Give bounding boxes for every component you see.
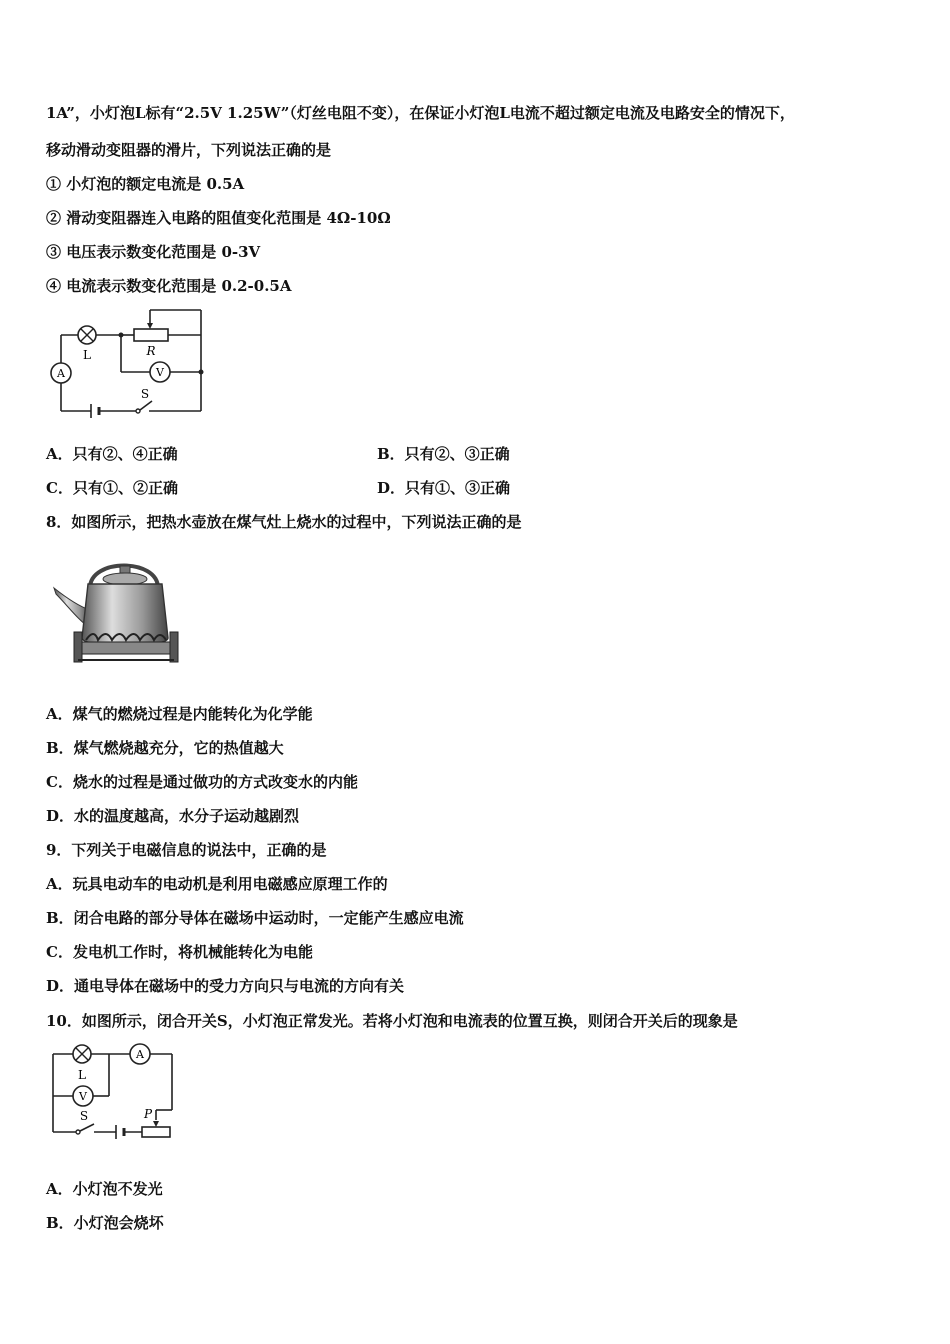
q7-junction-dot bbox=[199, 370, 204, 375]
q8-kettle-on-stove-image bbox=[50, 548, 185, 670]
q10-lamp bbox=[73, 1045, 91, 1063]
q7-junction-dot bbox=[119, 333, 124, 338]
q7-ammeter bbox=[51, 363, 71, 383]
q8-option-c[interactable]: C．烧水的过程是通过做功的方式改变水的内能 bbox=[46, 773, 358, 791]
q8-option-a[interactable]: A．煤气的燃烧过程是内能转化为化学能 bbox=[46, 705, 313, 723]
q7-lamp bbox=[78, 326, 96, 344]
q7-statement-3: ③ 电压表示数变化范围是 0-3V bbox=[46, 243, 261, 261]
q7-option-a[interactable]: A．只有②、④正确 bbox=[46, 445, 178, 463]
q10-voltmeter bbox=[73, 1086, 93, 1106]
q10-ammeter-label: A bbox=[136, 1048, 144, 1061]
q7-option-c[interactable]: C．只有①、②正确 bbox=[46, 479, 178, 497]
q7-voltmeter-label: V bbox=[156, 366, 164, 379]
q10-voltmeter-label: V bbox=[79, 1090, 87, 1103]
q9-option-b[interactable]: B．闭合电路的部分导体在磁场中运动时，一定能产生感应电流 bbox=[46, 909, 464, 927]
q7-option-b[interactable]: B．只有②、③正确 bbox=[377, 445, 510, 463]
q10-rheostat bbox=[142, 1121, 170, 1137]
q7-option-d[interactable]: D．只有①、③正确 bbox=[377, 479, 511, 497]
q8-option-b[interactable]: B．煤气燃烧越充分，它的热值越大 bbox=[46, 739, 284, 757]
q9-option-c[interactable]: C．发电机工作时，将机械能转化为电能 bbox=[46, 943, 313, 961]
q7-lamp-label: L bbox=[83, 348, 91, 362]
q7-statement-4: ④ 电流表示数变化范围是 0.2-0.5A bbox=[46, 277, 292, 295]
q10-option-a[interactable]: A．小灯泡不发光 bbox=[46, 1180, 163, 1198]
q10-slider-label: P bbox=[143, 1107, 153, 1121]
q7-statement-2: ② 滑动变阻器连入电路的阻值变化范围是 4Ω-10Ω bbox=[46, 209, 391, 227]
q7-statement-1: ① 小灯泡的额定电流是 0.5A bbox=[46, 175, 245, 193]
q7-stem-line1: 1A”，小灯泡L标有“2.5V 1.25W”（灯丝电阻不变），在保证小灯泡L电流不超过额定电流及电路安全的情况下， bbox=[46, 104, 795, 122]
q10-switch bbox=[76, 1124, 94, 1134]
q9-option-d[interactable]: D．通电导体在磁场中的受力方向只与电流的方向有关 bbox=[46, 977, 405, 995]
q7-switch-label: S bbox=[140, 387, 150, 401]
q7-circuit-diagram bbox=[46, 305, 206, 420]
q7-battery bbox=[91, 404, 99, 418]
q8-option-d[interactable]: D．水的温度越高，水分子运动越剧烈 bbox=[46, 807, 300, 825]
q9-option-a[interactable]: A．玩具电动车的电动机是利用电磁感应原理工作的 bbox=[46, 875, 388, 893]
q10-lamp-label: L bbox=[78, 1068, 86, 1082]
q10-option-b[interactable]: B．小灯泡会烧坏 bbox=[46, 1214, 164, 1232]
q7-stem-line2: 移动滑动变阻器的滑片，下列说法正确的是 bbox=[46, 141, 332, 159]
q9-stem: 9．下列关于电磁信息的说法中，正确的是 bbox=[46, 841, 327, 859]
q8-stem: 8．如图所示，把热水壶放在煤气灶上烧水的过程中，下列说法正确的是 bbox=[46, 513, 522, 531]
q7-resistor bbox=[134, 323, 168, 341]
q10-ammeter bbox=[130, 1044, 150, 1064]
q7-resistor-label: R bbox=[146, 344, 156, 358]
q10-stem: 10．如图所示，闭合开关S，小灯泡正常发光。若将小灯泡和电流表的位置互换，则闭合开关后的现象是 bbox=[46, 1012, 738, 1030]
q7-ammeter-label: A bbox=[57, 367, 65, 380]
q7-voltmeter bbox=[150, 362, 170, 382]
q10-battery bbox=[116, 1125, 124, 1139]
q10-circuit-diagram bbox=[44, 1040, 179, 1140]
q10-switch-label: S bbox=[79, 1109, 89, 1123]
